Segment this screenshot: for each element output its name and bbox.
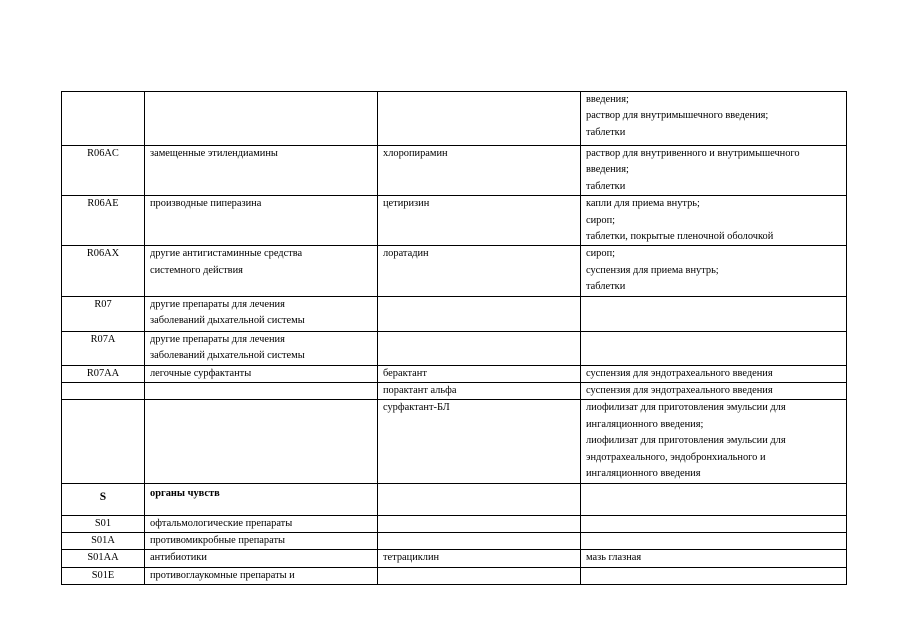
dosage-forms-cell bbox=[581, 567, 847, 584]
drug-name-cell bbox=[378, 400, 581, 483]
atc-code-cell: R07A bbox=[62, 331, 145, 365]
dosage-form-line: суспензия для приема внутрь; bbox=[586, 264, 719, 276]
dosage-form-line: суспензия для эндотрахеального введения bbox=[586, 385, 773, 397]
dosage-form-line: раствор для внутривенного и внутримышечного bbox=[586, 148, 800, 159]
table-row bbox=[62, 92, 847, 146]
dosage-forms-cell bbox=[581, 296, 847, 331]
group-line: другие антигистаминные средства bbox=[150, 248, 303, 260]
drug-name-cell bbox=[378, 515, 581, 532]
dosage-form-line: таблетки bbox=[586, 281, 626, 293]
dosage-form-line: суспензия для эндотрахеального введения bbox=[586, 367, 773, 379]
atc-code-cell: S01 bbox=[62, 515, 145, 532]
anatomical-group-cell bbox=[145, 196, 378, 246]
atc-code-cell bbox=[62, 400, 145, 483]
drug-line: берактант bbox=[383, 367, 427, 379]
table-row bbox=[62, 146, 847, 196]
group-line: противоглаукомные препараты и bbox=[150, 569, 295, 581]
drug-line: хлоропирамин bbox=[383, 148, 448, 159]
atc-code-cell bbox=[62, 92, 145, 146]
atc-code-cell: R06AC bbox=[62, 146, 145, 196]
dosage-form-line: лиофилизат для приготовления эмульсии для bbox=[586, 435, 786, 447]
dosage-forms-cell bbox=[581, 483, 847, 515]
drug-line: цетиризин bbox=[383, 198, 430, 210]
anatomical-group-cell bbox=[145, 567, 378, 584]
atc-code-cell: R07AA bbox=[62, 365, 145, 382]
drug-line: лоратадин bbox=[383, 248, 429, 260]
dosage-form-line: мазь глазная bbox=[586, 552, 642, 564]
dosage-form-line: таблетки bbox=[586, 180, 626, 192]
table-row bbox=[62, 331, 847, 365]
drug-name-cell bbox=[378, 92, 581, 146]
table-row bbox=[62, 196, 847, 246]
dosage-forms-cell bbox=[581, 550, 847, 567]
anatomical-group-cell bbox=[145, 400, 378, 483]
drug-name-cell bbox=[378, 365, 581, 382]
dosage-form-line: введения; bbox=[586, 94, 629, 105]
dosage-forms-cell bbox=[581, 365, 847, 382]
anatomical-group-cell bbox=[145, 92, 378, 146]
dosage-forms-cell bbox=[581, 400, 847, 483]
group-line: антибиотики bbox=[150, 552, 207, 564]
drug-line: тетрациклин bbox=[383, 552, 440, 564]
dosage-forms-cell bbox=[581, 532, 847, 549]
group-line: производные пиперазина bbox=[150, 198, 262, 210]
drug-name-cell bbox=[378, 550, 581, 567]
anatomical-group-cell bbox=[145, 246, 378, 296]
anatomical-group-cell bbox=[145, 146, 378, 196]
anatomical-group-cell bbox=[145, 515, 378, 532]
drug-name-cell bbox=[378, 246, 581, 296]
group-line: системного действия bbox=[150, 264, 243, 276]
atc-code-cell bbox=[62, 383, 145, 400]
group-line: офтальмологические препараты bbox=[150, 517, 293, 529]
anatomical-group-cell bbox=[145, 296, 378, 331]
dosage-forms-cell bbox=[581, 515, 847, 532]
drug-name-cell bbox=[378, 567, 581, 584]
dosage-form-line: сироп; bbox=[586, 214, 616, 226]
dosage-forms-cell bbox=[581, 246, 847, 296]
group-line: противомикробные препараты bbox=[150, 534, 285, 546]
drug-name-cell bbox=[378, 296, 581, 331]
atc-code-cell: R06AX bbox=[62, 246, 145, 296]
group-line: заболеваний дыхательной системы bbox=[150, 315, 305, 327]
drug-name-cell bbox=[378, 532, 581, 549]
table-row bbox=[62, 383, 847, 400]
dosage-form-line: раствор для внутримышечного введения; bbox=[586, 110, 769, 122]
atc-code-cell: S bbox=[62, 483, 145, 515]
drug-name-cell bbox=[378, 196, 581, 246]
dosage-form-line: таблетки, покрытые пленочной оболочкой bbox=[586, 231, 774, 243]
table-row bbox=[62, 365, 847, 382]
dosage-form-line: эндотрахеального, эндобронхиального и bbox=[586, 451, 766, 463]
table-row bbox=[62, 550, 847, 567]
drug-name-cell bbox=[378, 146, 581, 196]
table-row bbox=[62, 483, 847, 515]
drug-name-cell bbox=[378, 383, 581, 400]
anatomical-group-cell bbox=[145, 483, 378, 515]
drug-line: сурфактант-БЛ bbox=[383, 402, 450, 414]
group-line: легочные сурфактанты bbox=[150, 367, 252, 379]
atc-code-cell: R07 bbox=[62, 296, 145, 331]
atc-code-cell: S01E bbox=[62, 567, 145, 584]
anatomical-group-cell bbox=[145, 383, 378, 400]
atc-code-cell: R06AE bbox=[62, 196, 145, 246]
drug-classification-table bbox=[61, 91, 847, 585]
table-body bbox=[62, 92, 847, 585]
group-line: заболеваний дыхательной системы bbox=[150, 350, 305, 362]
dosage-form-line: капли для приема внутрь; bbox=[586, 198, 700, 210]
dosage-forms-cell bbox=[581, 92, 847, 146]
table-row bbox=[62, 515, 847, 532]
atc-code-cell: S01AA bbox=[62, 550, 145, 567]
group-line: замещенные этилендиамины bbox=[150, 148, 278, 159]
group-line: другие препараты для лечения bbox=[150, 333, 285, 345]
table-row bbox=[62, 246, 847, 296]
table-row bbox=[62, 532, 847, 549]
dosage-form-line: лиофилизат для приготовления эмульсии для bbox=[586, 402, 786, 414]
dosage-forms-cell bbox=[581, 146, 847, 196]
dosage-form-line: введения; bbox=[586, 164, 629, 176]
dosage-form-line: сироп; bbox=[586, 248, 616, 260]
group-line: органы чувств bbox=[150, 487, 220, 499]
dosage-forms-cell bbox=[581, 383, 847, 400]
table-row bbox=[62, 567, 847, 584]
dosage-forms-cell bbox=[581, 331, 847, 365]
dosage-forms-cell bbox=[581, 196, 847, 246]
anatomical-group-cell bbox=[145, 550, 378, 567]
dosage-form-line: ингаляционного введения; bbox=[586, 418, 704, 430]
anatomical-group-cell bbox=[145, 331, 378, 365]
atc-code-cell: S01A bbox=[62, 532, 145, 549]
drug-line: порактант альфа bbox=[383, 385, 457, 397]
table-row bbox=[62, 400, 847, 483]
table-row bbox=[62, 296, 847, 331]
dosage-form-line: таблетки bbox=[586, 126, 626, 138]
group-line: другие препараты для лечения bbox=[150, 298, 285, 310]
dosage-form-line: ингаляционного введения bbox=[586, 468, 701, 480]
drug-name-cell bbox=[378, 331, 581, 365]
drug-name-cell bbox=[378, 483, 581, 515]
anatomical-group-cell bbox=[145, 532, 378, 549]
anatomical-group-cell bbox=[145, 365, 378, 382]
